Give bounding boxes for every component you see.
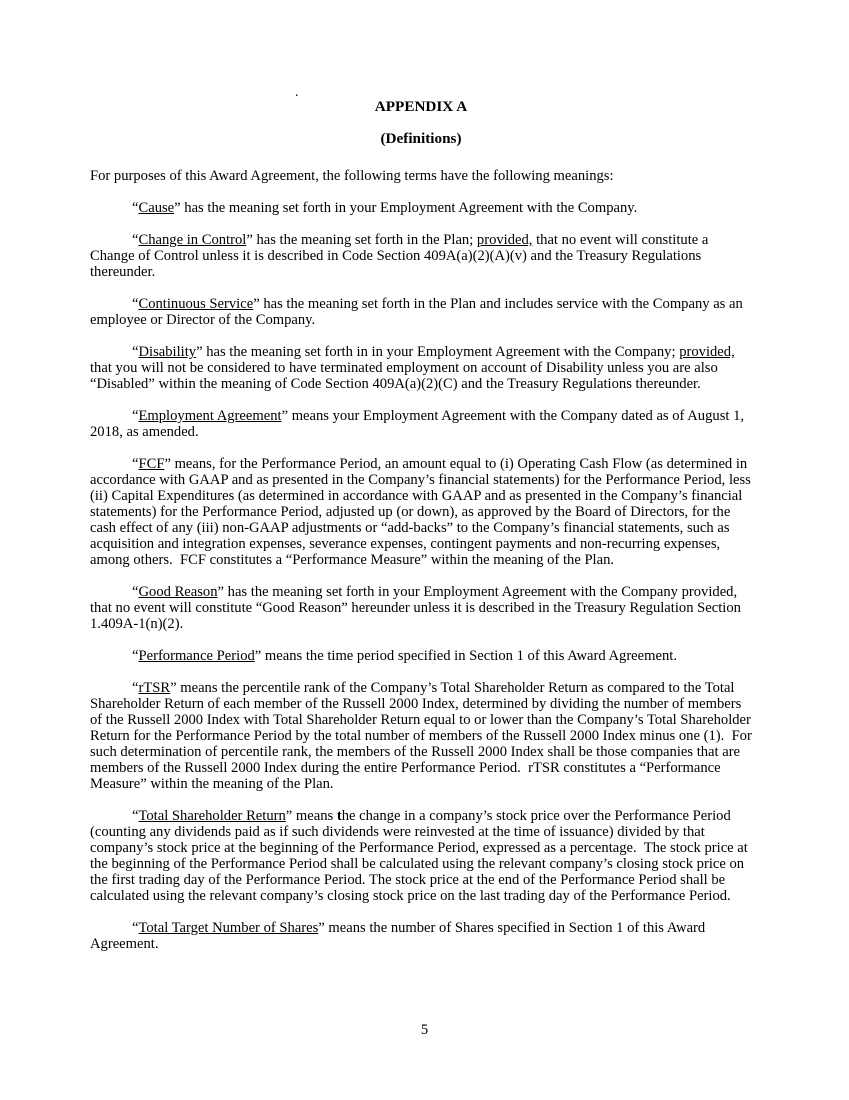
paragraph [90,456,752,568]
defined-term: Disability [138,344,197,360]
text-run: ” has the meaning set forth in in your Employment Agreement with the Company; [196,344,680,360]
paragraph [90,920,752,952]
page-number: 5 [420,1022,429,1038]
paragraph [90,680,752,792]
paragraph [90,296,752,328]
text-run: “ [132,296,139,312]
text-run: t [336,808,342,824]
text-run: “ [132,456,139,472]
paragraph [90,408,752,440]
defined-term: FCF [138,456,165,472]
text-run: “ [132,808,139,824]
text-run: ” has the meaning set forth in your Employment Agreement with the Company provided, that no event will constitute “Good Reason” hereunder unless it is described in the Treasury Regulation Section 1.409A-1(n)(2). [90,584,741,632]
text-run: ” means [285,808,337,824]
defined-term: Good Reason [138,584,218,600]
text-run: “ [132,344,139,360]
defined-term: Total Shareholder Return [138,808,286,824]
paragraph [90,232,752,280]
text-run: ” has the meaning set forth in the Plan and includes service with the Company as an employee or Director of the Company. [90,296,743,328]
text-run: he change in a company’s stock price over the Performance Period (counting any dividends paid as if such dividends were reinvested at the time of issuance) divided by that company’s stock price at the beginning of the Performance Period, expressed as a percentage. The stock price at the beginning of the Performance Period shall be calculated using the relevant company’s closing stock price on the first trading day of the Performance Period. The stock price at the end of the Performance Period shall be calculated using the relevant company’s closing stock price on the last trading day of the Performance Period. [90,808,748,904]
text-run: ” means your Employment Agreement with the Company dated as of August 1, 2018, as amended. [90,408,745,440]
paragraph [90,808,752,904]
text-run: “ [132,584,139,600]
defined-term: rTSR [138,680,171,696]
text-run: ” means, for the Performance Period, an amount equal to (i) Operating Cash Flow (as determined in accordance with GAAP and as presented in the Company’s financial statements) for the Performance Period, less (ii) Capital Expenditures (as determined in accordance with GAAP and as presented in the Company’s financial statements) for the Performance Period, adjusted up (or down), as approved by the Board of Directors, for the cash effect of any (iii) non-GAAP adjustments or “add-backs” to the Company’s financial statements, such as acquisition and integration expenses, severance expenses, contingent payments and non-recurring expenses, among others. FCF constitutes a “Performance Measure” within the meaning of the Plan. [90,456,751,568]
text-run: ” means the number of Shares specified in Section 1 of this Award Agreement. [90,920,706,952]
text-run: ” has the meaning set forth in your Employment Agreement with the Company. [174,200,638,216]
text-run: “ [132,408,139,424]
stray-scan-mark: . [295,85,299,100]
text-run: For purposes of this Award Agreement, the following terms have the following meanings: [90,168,614,184]
document-body [90,168,752,952]
text-run: ” has the meaning set forth in the Plan; [246,232,477,248]
text-run: “ [132,232,139,248]
defined-term: Total Target Number of Shares [138,920,319,936]
defined-term: Performance Period [138,648,255,664]
paragraph [90,648,752,664]
text-run: “ [132,200,139,216]
defined-term: Change in Control [138,232,247,248]
page-title: APPENDIX A [374,98,468,115]
paragraph [90,344,752,392]
text-run: “ [132,648,139,664]
paragraph [90,168,752,184]
defined-term: provided, [476,232,533,248]
text-run: that no event will constitute a Change of Control unless it is described in Code Section 409A(a)(2)(A)(v) and the Treasury Regulations thereunder. [90,232,709,280]
text-run: “ [132,920,139,936]
defined-term: provided, [679,344,735,360]
paragraph [90,200,752,216]
text-run: “ [132,680,139,696]
defined-term: Continuous Service [138,296,254,312]
page-subtitle: (Definitions) [380,130,462,147]
defined-term: Cause [138,200,175,216]
text-run: ” means the percentile rank of the Company’s Total Shareholder Return as compared to the Total Shareholder Return of each member of the Russell 2000 Index, determined by dividing the number of members of the Russell 2000 Index with Total Shareholder Return equal to or lower than the Company’s Total Shareholder Return for the Performance Period by the total number of members of the Russell 2000 Index minus one (1). For such determination of percentile rank, the members of the Russell 2000 Index shall be those companies that are members of the Russell 2000 Index during the entire Performance Period. rTSR constitutes a “Performance Measure” within the meaning of the Plan. [90,680,752,792]
paragraph [90,584,752,632]
text-run: that you will not be considered to have terminated employment on account of Disability unless you are also “Disabled” within the meaning of Code Section 409A(a)(2)(C) and the Treasury Regulations thereunder. [90,360,718,392]
defined-term: Employment Agreement [138,408,282,424]
text-run: ” means the time period specified in Section 1 of this Award Agreement. [254,648,677,664]
